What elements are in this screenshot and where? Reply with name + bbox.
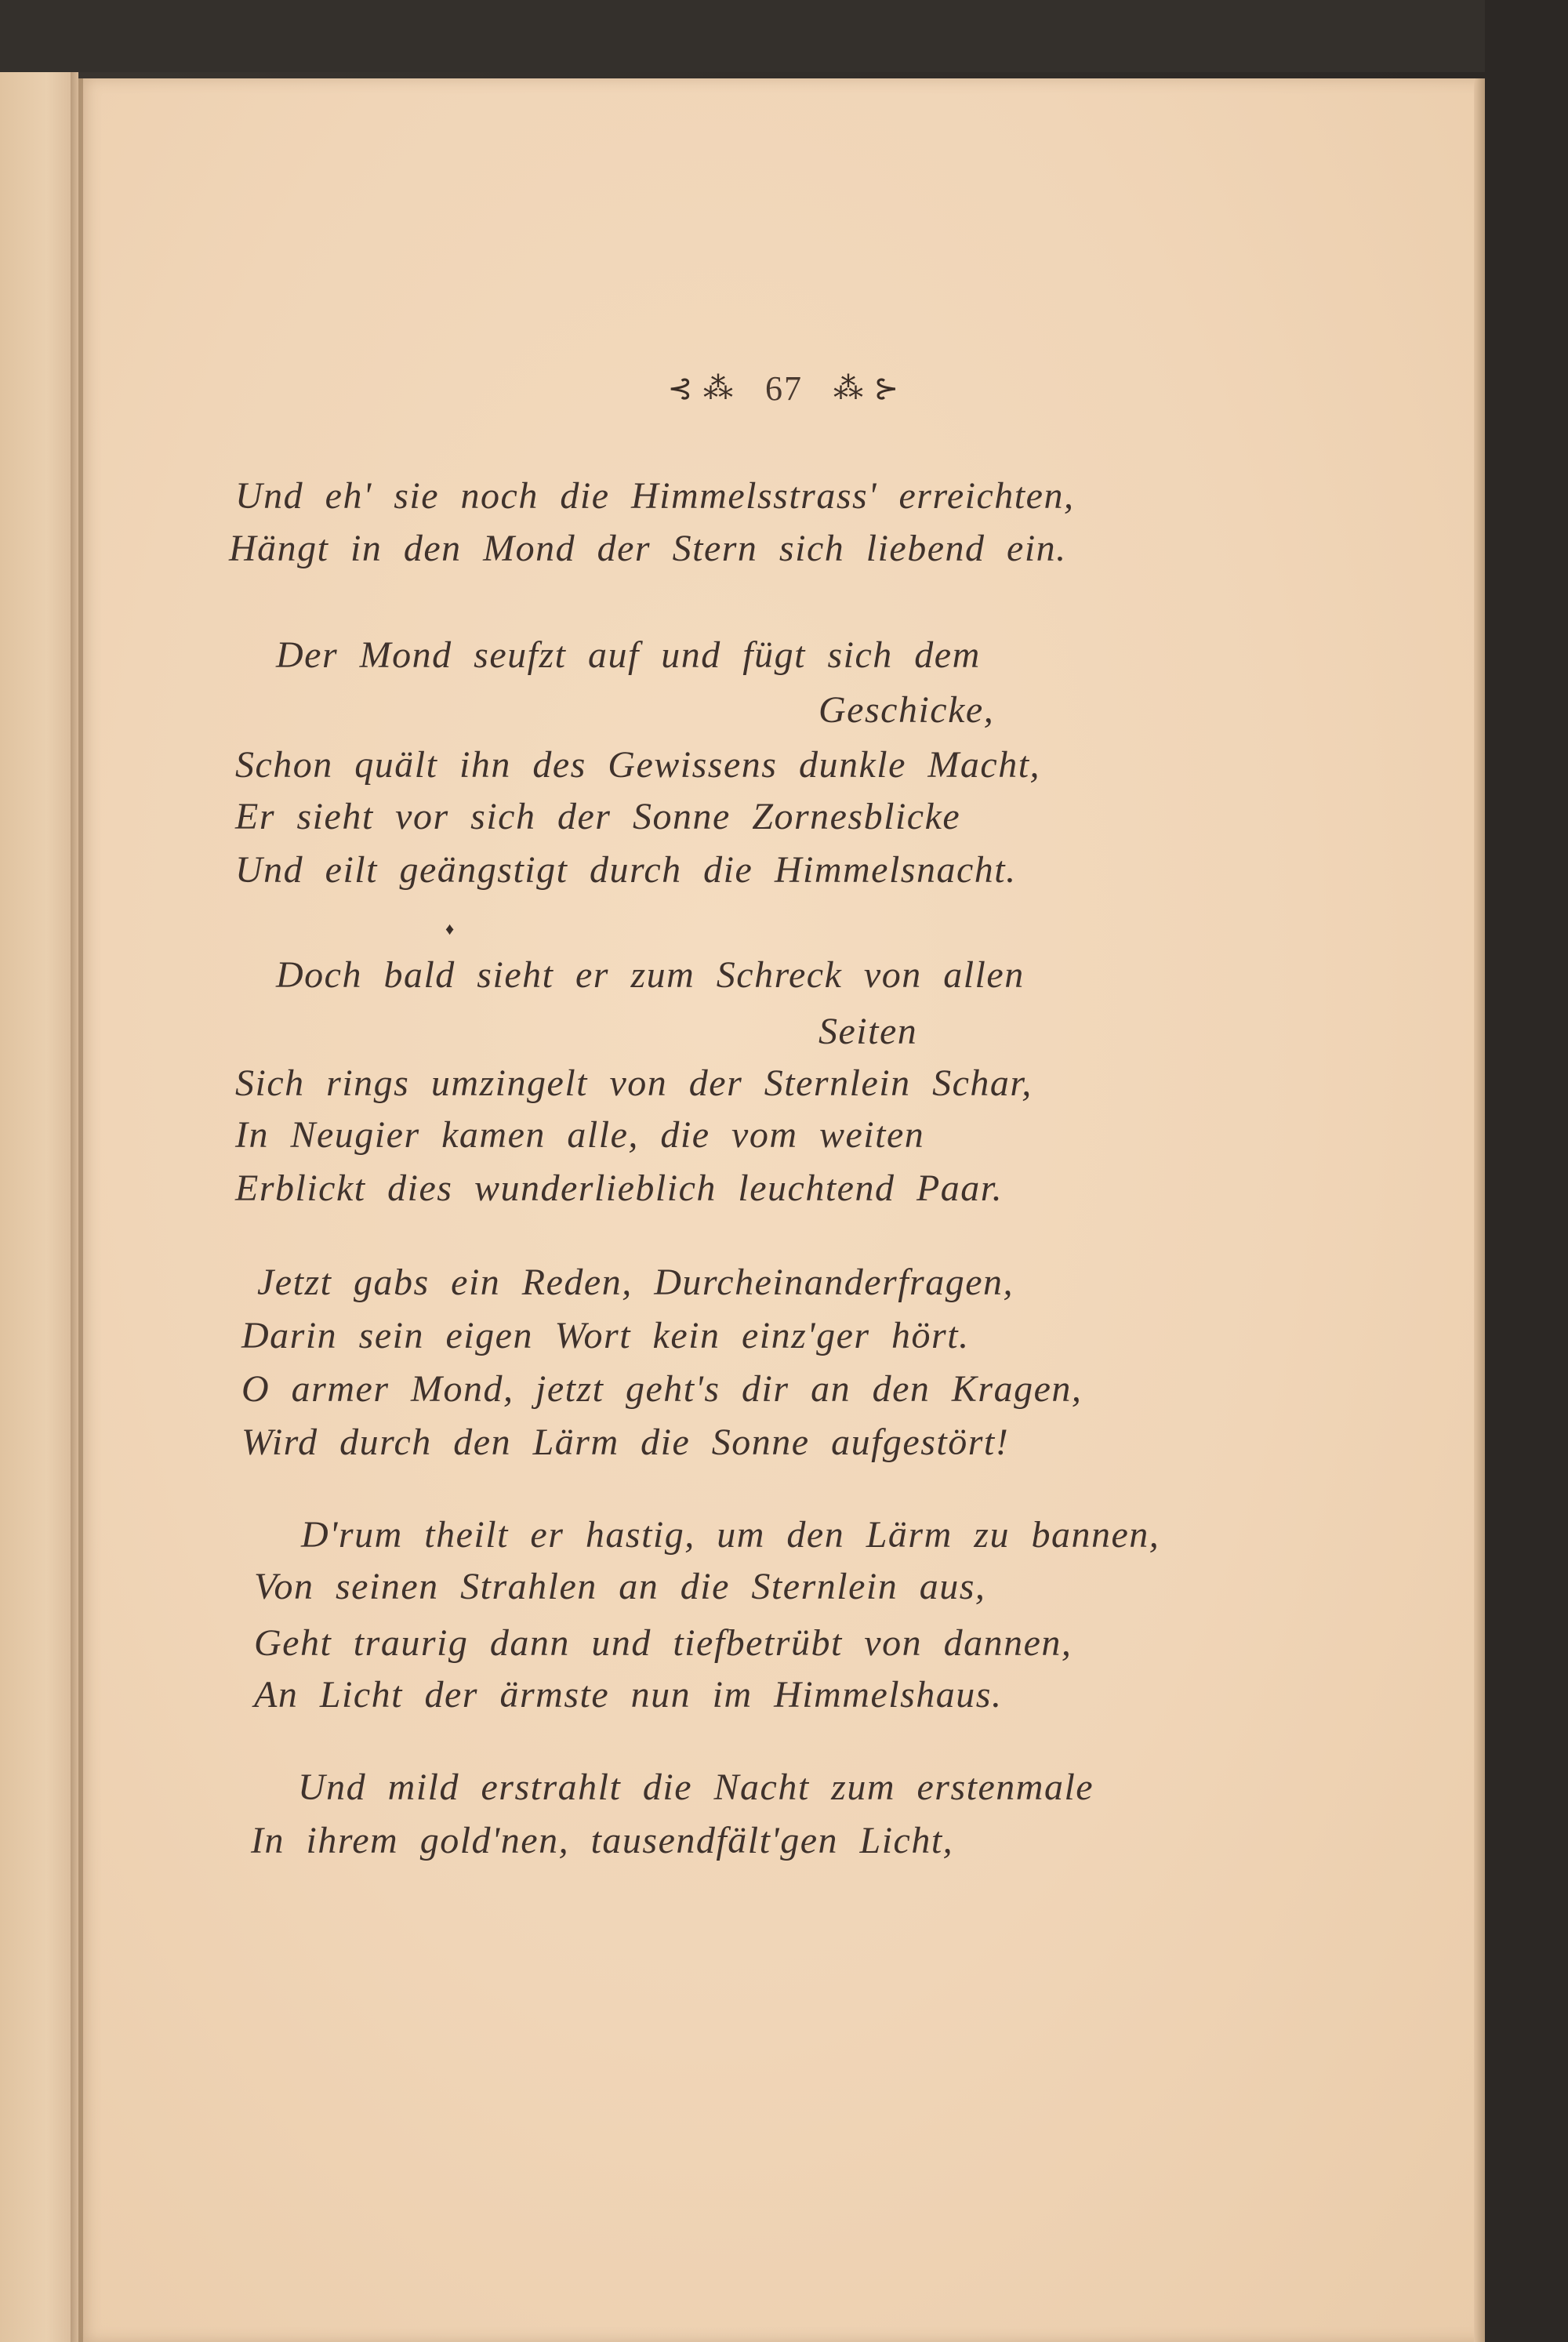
poem-line: Wird durch den Lärm die Sonne aufgestört! — [241, 1422, 1010, 1463]
page-number: 67 — [765, 369, 803, 408]
poem-line: Er sieht vor sich der Sonne Zornesblicke — [235, 796, 961, 837]
poem-line: Der Mond seufzt auf und fügt sich dem — [276, 634, 981, 676]
poem-line: Von seinen Strahlen an die Sternlein aus, — [254, 1566, 986, 1607]
ink-speck: ♦ — [445, 919, 455, 939]
ornament-left-icon: ⊰ ⁂ — [667, 372, 735, 405]
poem-line: Jetzt gabs ein Reden, Durcheinanderfragen, — [257, 1262, 1014, 1303]
ornament-right-icon: ⁂ ⊱ — [833, 372, 901, 405]
poem-line: Und mild erstrahlt die Nacht zum erstenmale — [298, 1766, 1094, 1808]
poem-line: An Licht der ärmste nun im Himmelshaus. — [254, 1674, 1003, 1716]
poem-line: In ihrem gold'nen, tausendfält'gen Licht, — [251, 1820, 954, 1861]
poem-line: Und eilt geängstigt durch die Himmelsnacht. — [235, 849, 1017, 891]
poem-line: In Neugier kamen alle, die vom weiten — [235, 1114, 925, 1156]
poem-line: Darin sein eigen Wort kein einz'ger hört. — [241, 1315, 970, 1356]
poem-line: Geschicke, — [818, 689, 995, 731]
poem-line: Erblickt dies wunderlieblich leuchtend Paar. — [235, 1167, 1004, 1209]
poem-line: O armer Mond, jetzt geht's dir an den Kragen, — [241, 1368, 1083, 1410]
poem-line: Schon quält ihn des Gewissens dunkle Macht, — [235, 744, 1041, 786]
poem-line: Hängt in den Mond der Stern sich liebend ein. — [229, 528, 1067, 569]
poem-line: Und eh' sie noch die Himmelsstrass' erreichten, — [235, 475, 1075, 517]
poem-line: Seiten — [818, 1011, 918, 1052]
poem-line: Sich rings umzingelt von der Sternlein Schar, — [235, 1062, 1033, 1104]
poem-line: Doch bald sieht er zum Schreck von allen — [276, 954, 1025, 996]
poem-line: Geht traurig dann und tiefbetrübt von dannen, — [254, 1622, 1073, 1664]
poem-line: D'rum theilt er hastig, um den Lärm zu bannen, — [301, 1514, 1160, 1556]
